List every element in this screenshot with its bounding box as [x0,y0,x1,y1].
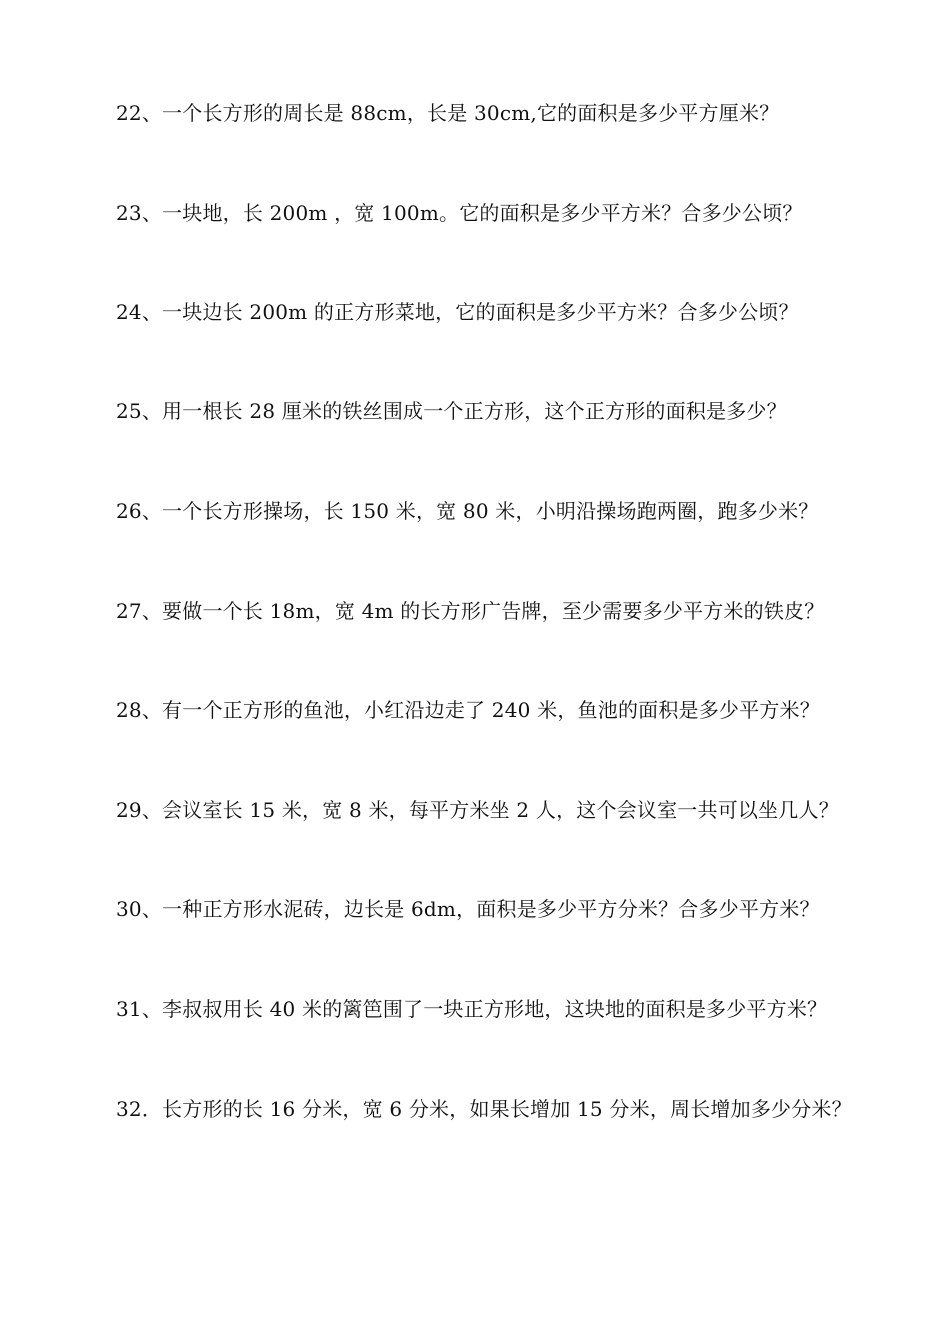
question-30: 30、一种正方形水泥砖，边长是 6dm，面积是多少平方分米？合多少平方米？ [116,897,820,921]
question-28: 28、有一个正方形的鱼池，小红沿边走了 240 米，鱼池的面积是多少平方米？ [116,698,820,722]
question-29: 29、会议室长 15 米，宽 8 米，每平方米坐 2 人，这个会议室一共可以坐几人？ [116,798,839,822]
question-23: 23、一块地，长 200m ，宽 100m。它的面积是多少平方米？合多少公顷？ [116,201,803,225]
question-25: 25、用一根长 28 厘米的铁丝围成一个正方形，这个正方形的面积是多少？ [116,399,787,423]
question-24: 24、一块边长 200m 的正方形菜地，它的面积是多少平方米？合多少公顷？ [116,300,799,324]
question-27: 27、要做一个长 18m，宽 4m 的长方形广告牌，至少需要多少平方米的铁皮？ [116,599,825,623]
question-31: 31、李叔叔用长 40 米的篱笆围了一块正方形地，这块地的面积是多少平方米？ [116,997,828,1021]
question-26: 26、一个长方形操场，长 150 米，宽 80 米，小明沿操场跑两圈，跑多少米？ [116,499,819,523]
question-22: 22、一个长方形的周长是 88cm，长是 30cm,它的面积是多少平方厘米？ [116,101,780,125]
question-32: 32．长方形的长 16 分米，宽 6 分米，如果长增加 15 分米，周长增加多少分米？ [116,1097,852,1121]
